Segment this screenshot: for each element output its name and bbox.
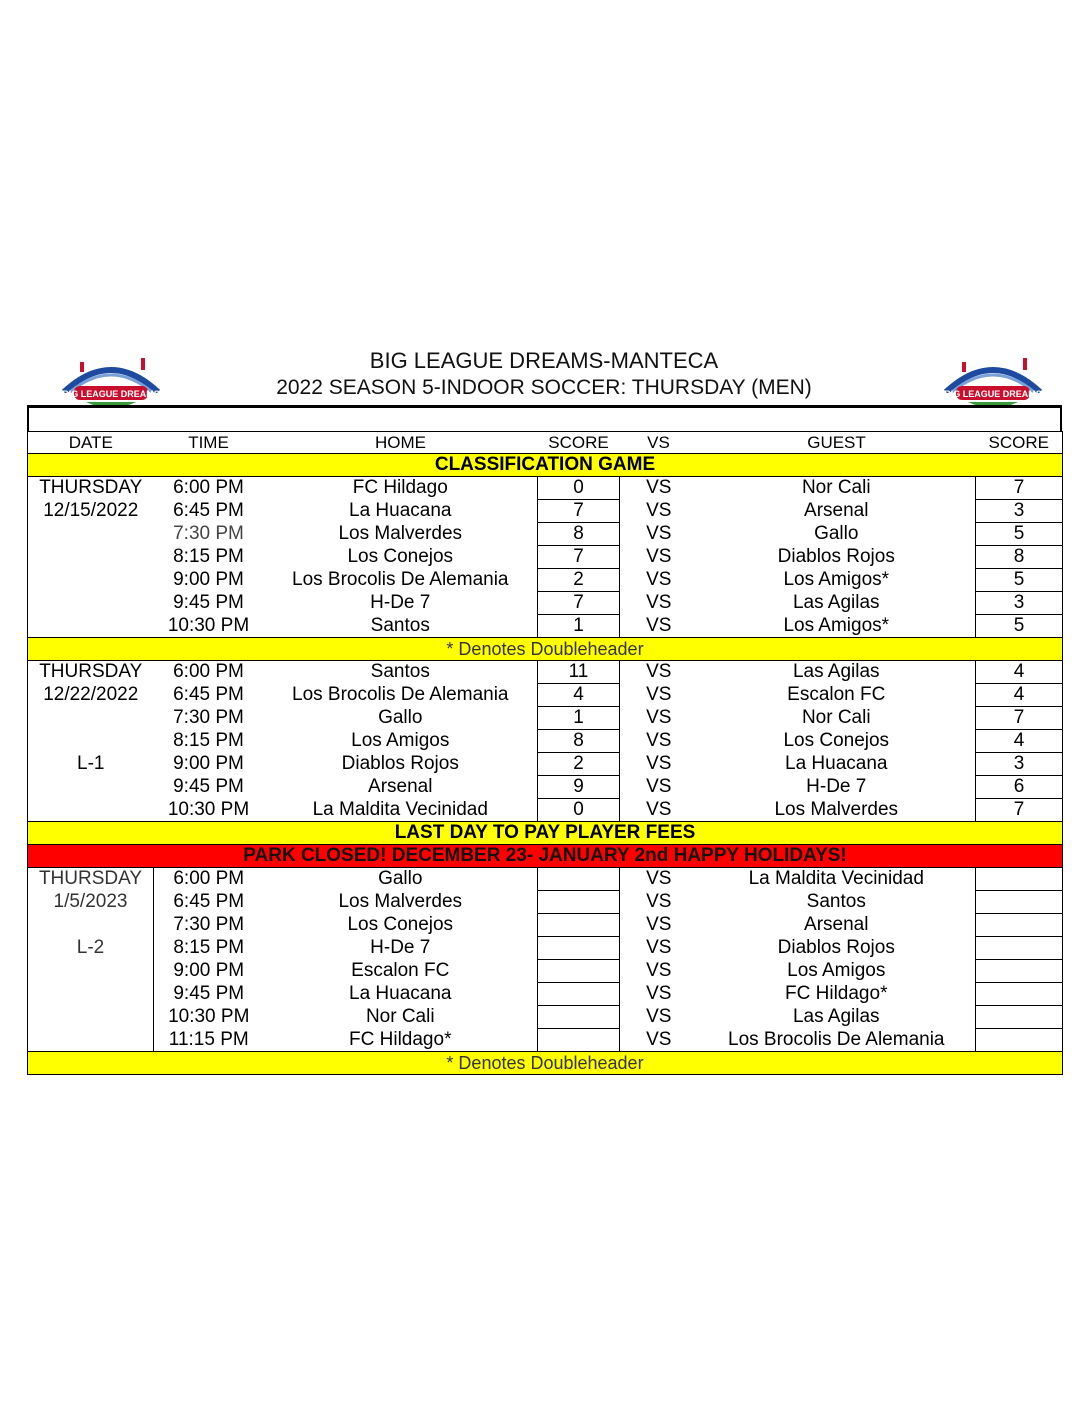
home-score-cell bbox=[538, 937, 620, 960]
home-team-cell: Gallo bbox=[378, 707, 423, 728]
home-score-cell: 0 bbox=[538, 477, 620, 500]
time-cell: 6:00 PM bbox=[154, 868, 264, 891]
table-row bbox=[28, 1029, 1063, 1052]
vs-cell: VS bbox=[646, 500, 672, 521]
vs-cell: VS bbox=[646, 523, 672, 544]
classification-banner bbox=[28, 454, 1063, 477]
time-cell: 7:30 PM bbox=[173, 707, 244, 728]
guest-team-cell: La Huacana bbox=[785, 753, 888, 774]
guest-score-cell bbox=[976, 868, 1063, 891]
column-header-vs: VS bbox=[620, 432, 698, 454]
date-cell: THURSDAY bbox=[39, 477, 143, 499]
vs-cell: VS bbox=[646, 546, 672, 567]
guest-team-cell: Las Agilas bbox=[792, 592, 880, 613]
guest-score-cell bbox=[976, 983, 1063, 1006]
home-score-cell bbox=[538, 891, 620, 914]
time-cell: 10:30 PM bbox=[167, 614, 250, 636]
guest-team-cell: H-De 7 bbox=[806, 776, 867, 797]
time-cell: 9:45 PM bbox=[154, 983, 264, 1006]
table-row bbox=[28, 546, 1063, 569]
guest-score-cell bbox=[976, 937, 1063, 960]
home-score-cell: 1 bbox=[538, 707, 620, 730]
guest-score-cell: 5 bbox=[976, 523, 1063, 546]
guest-score-cell: 5 bbox=[976, 615, 1063, 638]
vs-cell: VS bbox=[646, 661, 672, 683]
home-team-cell: Los Amigos bbox=[351, 730, 450, 751]
guest-team-cell: Escalon FC bbox=[787, 684, 886, 705]
home-score-cell: 7 bbox=[538, 592, 620, 615]
time-cell: 9:00 PM bbox=[154, 960, 264, 983]
vs-cell: VS bbox=[646, 753, 672, 774]
guest-score-cell bbox=[976, 914, 1063, 937]
home-score-cell bbox=[538, 1006, 620, 1029]
column-header-time: TIME bbox=[154, 432, 264, 454]
doubleheader-note-text: * Denotes Doubleheader bbox=[28, 638, 1063, 661]
guest-score-cell: 3 bbox=[976, 753, 1063, 776]
table-row bbox=[28, 569, 1063, 592]
table-row bbox=[28, 799, 1063, 822]
guest-team-cell: Los Conejos bbox=[783, 730, 890, 751]
time-cell: 10:30 PM bbox=[154, 1006, 264, 1029]
date-cell bbox=[28, 799, 154, 822]
time-cell: 9:45 PM bbox=[173, 592, 244, 613]
home-team-cell: Los Conejos bbox=[347, 546, 454, 567]
column-header-guest-score: SCORE bbox=[976, 432, 1063, 454]
table-row bbox=[28, 707, 1063, 730]
column-header-row bbox=[28, 432, 1063, 454]
date-cell bbox=[28, 960, 154, 983]
date-cell: L-2 bbox=[76, 937, 105, 958]
table-row bbox=[28, 477, 1063, 500]
table-row bbox=[28, 1006, 1063, 1029]
home-team-cell: Santos bbox=[370, 614, 430, 636]
date-cell bbox=[28, 546, 154, 569]
time-cell: 11:15 PM bbox=[154, 1029, 264, 1052]
home-team-cell: Los Brocolis De Alemania bbox=[292, 569, 509, 590]
home-score-cell: 8 bbox=[538, 730, 620, 753]
vs-cell: VS bbox=[646, 614, 672, 636]
table-row bbox=[28, 730, 1063, 753]
table-row bbox=[28, 500, 1063, 523]
guest-team-cell: La Maldita Vecinidad bbox=[748, 868, 924, 890]
vs-cell: VS bbox=[646, 983, 672, 1004]
player-fees-banner-text: LAST DAY TO PAY PLAYER FEES bbox=[28, 822, 1063, 845]
table-row bbox=[28, 661, 1063, 684]
svg-text:BIG LEAGUE DREAMS: BIG LEAGUE DREAMS bbox=[944, 389, 1042, 399]
table-row bbox=[28, 592, 1063, 615]
doubleheader-note-2-text: * Denotes Doubleheader bbox=[28, 1052, 1063, 1075]
vs-cell: VS bbox=[646, 477, 672, 499]
table-row bbox=[28, 914, 1063, 937]
home-team-cell: Los Conejos bbox=[347, 914, 454, 935]
column-header-home-score: SCORE bbox=[538, 432, 620, 454]
svg-text:BIG LEAGUE DREAMS: BIG LEAGUE DREAMS bbox=[62, 389, 160, 399]
guest-team-cell: Gallo bbox=[814, 523, 859, 544]
guest-score-cell: 7 bbox=[976, 707, 1063, 730]
guest-team-cell: Arsenal bbox=[804, 914, 869, 935]
home-score-cell: 8 bbox=[538, 523, 620, 546]
guest-team-cell: Los Malverdes bbox=[774, 798, 899, 820]
guest-score-cell: 3 bbox=[976, 500, 1063, 523]
vs-cell: VS bbox=[646, 1006, 672, 1027]
table-row bbox=[28, 868, 1063, 891]
doubleheader-note bbox=[28, 638, 1063, 661]
home-team-cell: H-De 7 bbox=[370, 592, 431, 613]
time-cell: 9:00 PM bbox=[173, 569, 244, 590]
time-cell: 8:15 PM bbox=[173, 546, 244, 567]
date-cell bbox=[28, 776, 154, 799]
home-score-cell: 4 bbox=[538, 684, 620, 707]
home-team-cell: Los Malverdes bbox=[338, 523, 463, 544]
guest-team-cell: Las Agilas bbox=[792, 1006, 880, 1027]
guest-team-cell: Diablos Rojos bbox=[777, 546, 895, 567]
vs-cell: VS bbox=[646, 937, 672, 958]
home-score-cell bbox=[538, 914, 620, 937]
player-fees-banner bbox=[28, 822, 1063, 845]
home-team-cell: Nor Cali bbox=[365, 1006, 435, 1027]
guest-score-cell bbox=[976, 960, 1063, 983]
park-closed-banner-text: PARK CLOSED! DECEMBER 23- JANUARY 2nd HAPPY HOLIDAYS! bbox=[28, 845, 1063, 868]
guest-team-cell: Los Brocolis De Alemania bbox=[728, 1028, 945, 1050]
time-cell: 6:45 PM bbox=[154, 891, 264, 914]
time-cell: 6:45 PM bbox=[173, 500, 244, 521]
column-header-date: DATE bbox=[28, 432, 154, 454]
home-score-cell: 2 bbox=[538, 569, 620, 592]
guest-score-cell: 6 bbox=[976, 776, 1063, 799]
home-team-cell: Escalon FC bbox=[351, 960, 450, 981]
date-cell bbox=[28, 1006, 154, 1029]
home-team-cell: FC Hildago* bbox=[349, 1028, 452, 1050]
guest-team-cell: FC Hildago* bbox=[785, 983, 888, 1004]
date-cell bbox=[28, 983, 154, 1006]
home-team-cell: Arsenal bbox=[368, 776, 433, 797]
column-header-guest: GUEST bbox=[698, 432, 976, 454]
date-cell: 12/15/2022 bbox=[43, 500, 139, 521]
time-cell: 7:30 PM bbox=[173, 523, 244, 544]
guest-team-cell: Nor Cali bbox=[801, 707, 871, 728]
table-row bbox=[28, 776, 1063, 799]
page-title: BIG LEAGUE DREAMS-MANTECA bbox=[369, 348, 719, 373]
vs-cell: VS bbox=[646, 569, 672, 590]
guest-team-cell: Santos bbox=[806, 891, 866, 912]
vs-cell: VS bbox=[646, 776, 672, 797]
guest-score-cell bbox=[976, 891, 1063, 914]
home-team-cell: Gallo bbox=[378, 868, 423, 890]
home-team-cell: Los Brocolis De Alemania bbox=[292, 684, 509, 705]
home-team-cell: Los Malverdes bbox=[338, 891, 463, 912]
date-cell: THURSDAY bbox=[39, 661, 143, 683]
guest-score-cell: 4 bbox=[976, 730, 1063, 753]
page-subtitle: 2022 SEASON 5-INDOOR SOCCER: THURSDAY (MEN) bbox=[276, 376, 812, 399]
time-cell: 10:30 PM bbox=[167, 798, 250, 820]
guest-team-cell: Diablos Rojos bbox=[777, 937, 895, 958]
table-row bbox=[28, 753, 1063, 776]
guest-score-cell: 7 bbox=[976, 477, 1063, 500]
time-cell: 9:00 PM bbox=[173, 753, 244, 774]
park-closed-banner bbox=[28, 845, 1063, 868]
vs-cell: VS bbox=[646, 1028, 672, 1050]
table-row bbox=[28, 937, 1063, 960]
guest-team-cell: Arsenal bbox=[804, 500, 869, 521]
date-cell bbox=[28, 615, 154, 638]
home-team-cell: Diablos Rojos bbox=[341, 753, 459, 774]
guest-score-cell: 4 bbox=[976, 661, 1063, 684]
date-cell: 1/5/2023 bbox=[53, 891, 128, 912]
guest-team-cell: Los Amigos* bbox=[783, 614, 890, 636]
time-cell: 6:45 PM bbox=[173, 684, 244, 705]
date-cell bbox=[28, 1029, 154, 1052]
guest-team-cell: Los Amigos bbox=[787, 960, 886, 981]
home-team-cell: H-De 7 bbox=[370, 937, 431, 958]
date-cell: 12/22/2022 bbox=[43, 684, 139, 705]
header-bar bbox=[27, 405, 1062, 431]
home-score-cell: 9 bbox=[538, 776, 620, 799]
time-cell: 8:15 PM bbox=[154, 937, 264, 960]
guest-team-cell: Las Agilas bbox=[792, 661, 880, 683]
home-team-cell: La Maldita Vecinidad bbox=[312, 798, 488, 820]
home-score-cell: 7 bbox=[538, 546, 620, 569]
date-cell bbox=[28, 914, 154, 937]
guest-score-cell bbox=[976, 1029, 1063, 1052]
guest-score-cell: 3 bbox=[976, 592, 1063, 615]
vs-cell: VS bbox=[646, 730, 672, 751]
home-score-cell bbox=[538, 983, 620, 1006]
home-score-cell: 11 bbox=[538, 661, 620, 684]
vs-cell: VS bbox=[646, 707, 672, 728]
table-row bbox=[28, 983, 1063, 1006]
home-team-cell: Santos bbox=[370, 661, 430, 683]
doubleheader-note-2 bbox=[28, 1052, 1063, 1075]
home-team-cell: FC Hildago bbox=[352, 477, 448, 499]
guest-score-cell: 5 bbox=[976, 569, 1063, 592]
column-header-home: HOME bbox=[264, 432, 538, 454]
table-row bbox=[28, 615, 1063, 638]
guest-score-cell: 4 bbox=[976, 684, 1063, 707]
date-cell: L-1 bbox=[77, 753, 105, 774]
vs-cell: VS bbox=[646, 868, 672, 890]
vs-cell: VS bbox=[646, 960, 672, 981]
guest-score-cell: 8 bbox=[976, 546, 1063, 569]
table-row bbox=[28, 960, 1063, 983]
home-team-cell: La Huacana bbox=[349, 500, 452, 521]
date-cell bbox=[28, 592, 154, 615]
classification-banner-text: CLASSIFICATION GAME bbox=[28, 454, 1063, 477]
vs-cell: VS bbox=[646, 914, 672, 935]
time-cell: 6:00 PM bbox=[173, 661, 244, 683]
date-cell: THURSDAY bbox=[38, 868, 143, 890]
guest-team-cell: Los Amigos* bbox=[783, 569, 890, 590]
time-cell: 6:00 PM bbox=[173, 477, 244, 499]
home-score-cell: 1 bbox=[538, 615, 620, 638]
home-score-cell bbox=[538, 1029, 620, 1052]
time-cell: 7:30 PM bbox=[154, 914, 264, 937]
home-score-cell: 7 bbox=[538, 500, 620, 523]
date-cell bbox=[28, 569, 154, 592]
table-row bbox=[28, 684, 1063, 707]
time-cell: 8:15 PM bbox=[173, 730, 244, 751]
vs-cell: VS bbox=[646, 798, 672, 820]
guest-score-cell bbox=[976, 1006, 1063, 1029]
home-team-cell: La Huacana bbox=[349, 983, 452, 1004]
vs-cell: VS bbox=[646, 684, 672, 705]
home-score-cell bbox=[538, 868, 620, 891]
time-cell: 9:45 PM bbox=[173, 776, 244, 797]
home-score-cell: 2 bbox=[538, 753, 620, 776]
table-row bbox=[28, 891, 1063, 914]
home-score-cell bbox=[538, 960, 620, 983]
vs-cell: VS bbox=[646, 891, 672, 912]
schedule-table bbox=[27, 431, 1063, 1075]
date-cell bbox=[28, 730, 154, 753]
table-row bbox=[28, 523, 1063, 546]
home-score-cell: 0 bbox=[538, 799, 620, 822]
vs-cell: VS bbox=[646, 592, 672, 613]
guest-team-cell: Nor Cali bbox=[801, 477, 871, 499]
date-cell bbox=[28, 707, 154, 730]
guest-score-cell: 7 bbox=[976, 799, 1063, 822]
date-cell bbox=[28, 523, 154, 546]
